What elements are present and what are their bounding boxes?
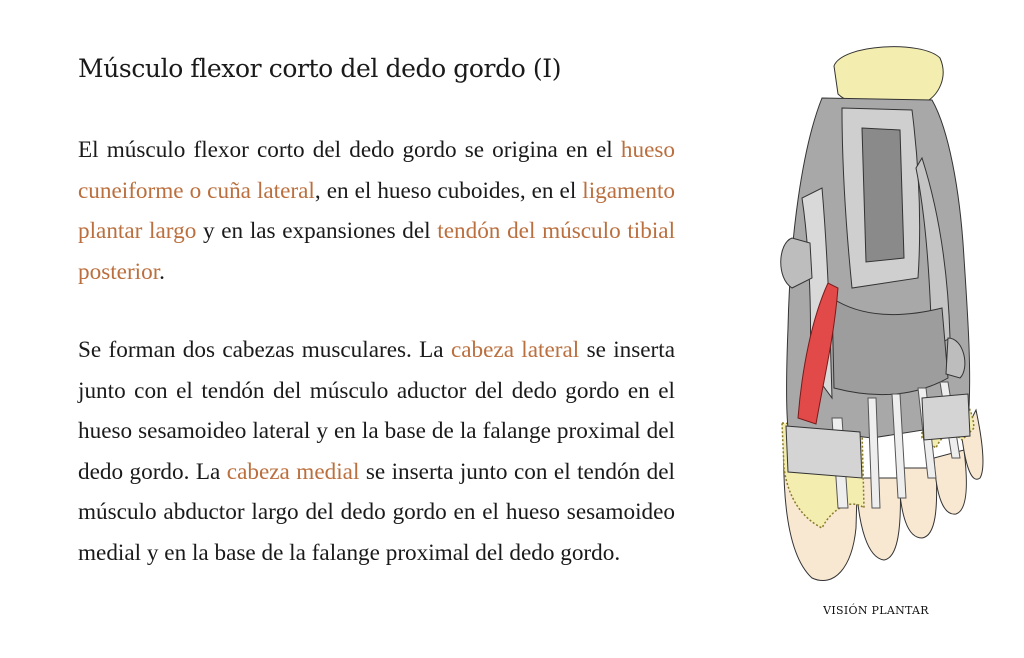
paragraph-text: El músculo flexor corto del dedo gordo se origina en el bbox=[78, 137, 621, 163]
paragraph-origin bbox=[78, 130, 675, 292]
page-title: Músculo flexor corto del dedo gordo (I) bbox=[78, 54, 562, 83]
paragraph-text: , en el hueso cuboides, en el bbox=[314, 177, 583, 204]
link-cabeza-medial[interactable]: cabeza medial bbox=[226, 458, 360, 485]
paragraph-text: se inserta junto con el tendón del músculo abductor largo del dedo gordo en el hueso sesamoideo medial y en la base de la falange proximal del dedo gordo. bbox=[78, 458, 675, 566]
link-cabeza-lateral[interactable]: cabeza lateral bbox=[450, 337, 580, 363]
figure-caption: VISIÓN PLANTAR bbox=[823, 604, 929, 617]
paragraph-text: y en las expansiones del bbox=[196, 218, 438, 244]
link-hueso-cuneiforme[interactable]: hueso cuneiforme o cuña lateral bbox=[78, 137, 675, 204]
foot-anatomy-illustration bbox=[772, 38, 984, 588]
link-tendon-tibial-posterior[interactable]: tendón del músculo tibial posterior bbox=[78, 218, 676, 285]
paragraph-insertion bbox=[78, 330, 675, 573]
paragraph-text: . bbox=[159, 258, 165, 285]
paragraph-text: Se forman dos cabezas musculares. La bbox=[78, 337, 451, 363]
link-ligamento-plantar-largo[interactable]: ligamento plantar largo bbox=[78, 177, 676, 244]
paragraph-text: se inserta junto con el tendón del músculo aductor del dedo gordo en el hueso sesamoideo lateral y en la base de la falange proximal del dedo gordo. La bbox=[78, 337, 676, 485]
